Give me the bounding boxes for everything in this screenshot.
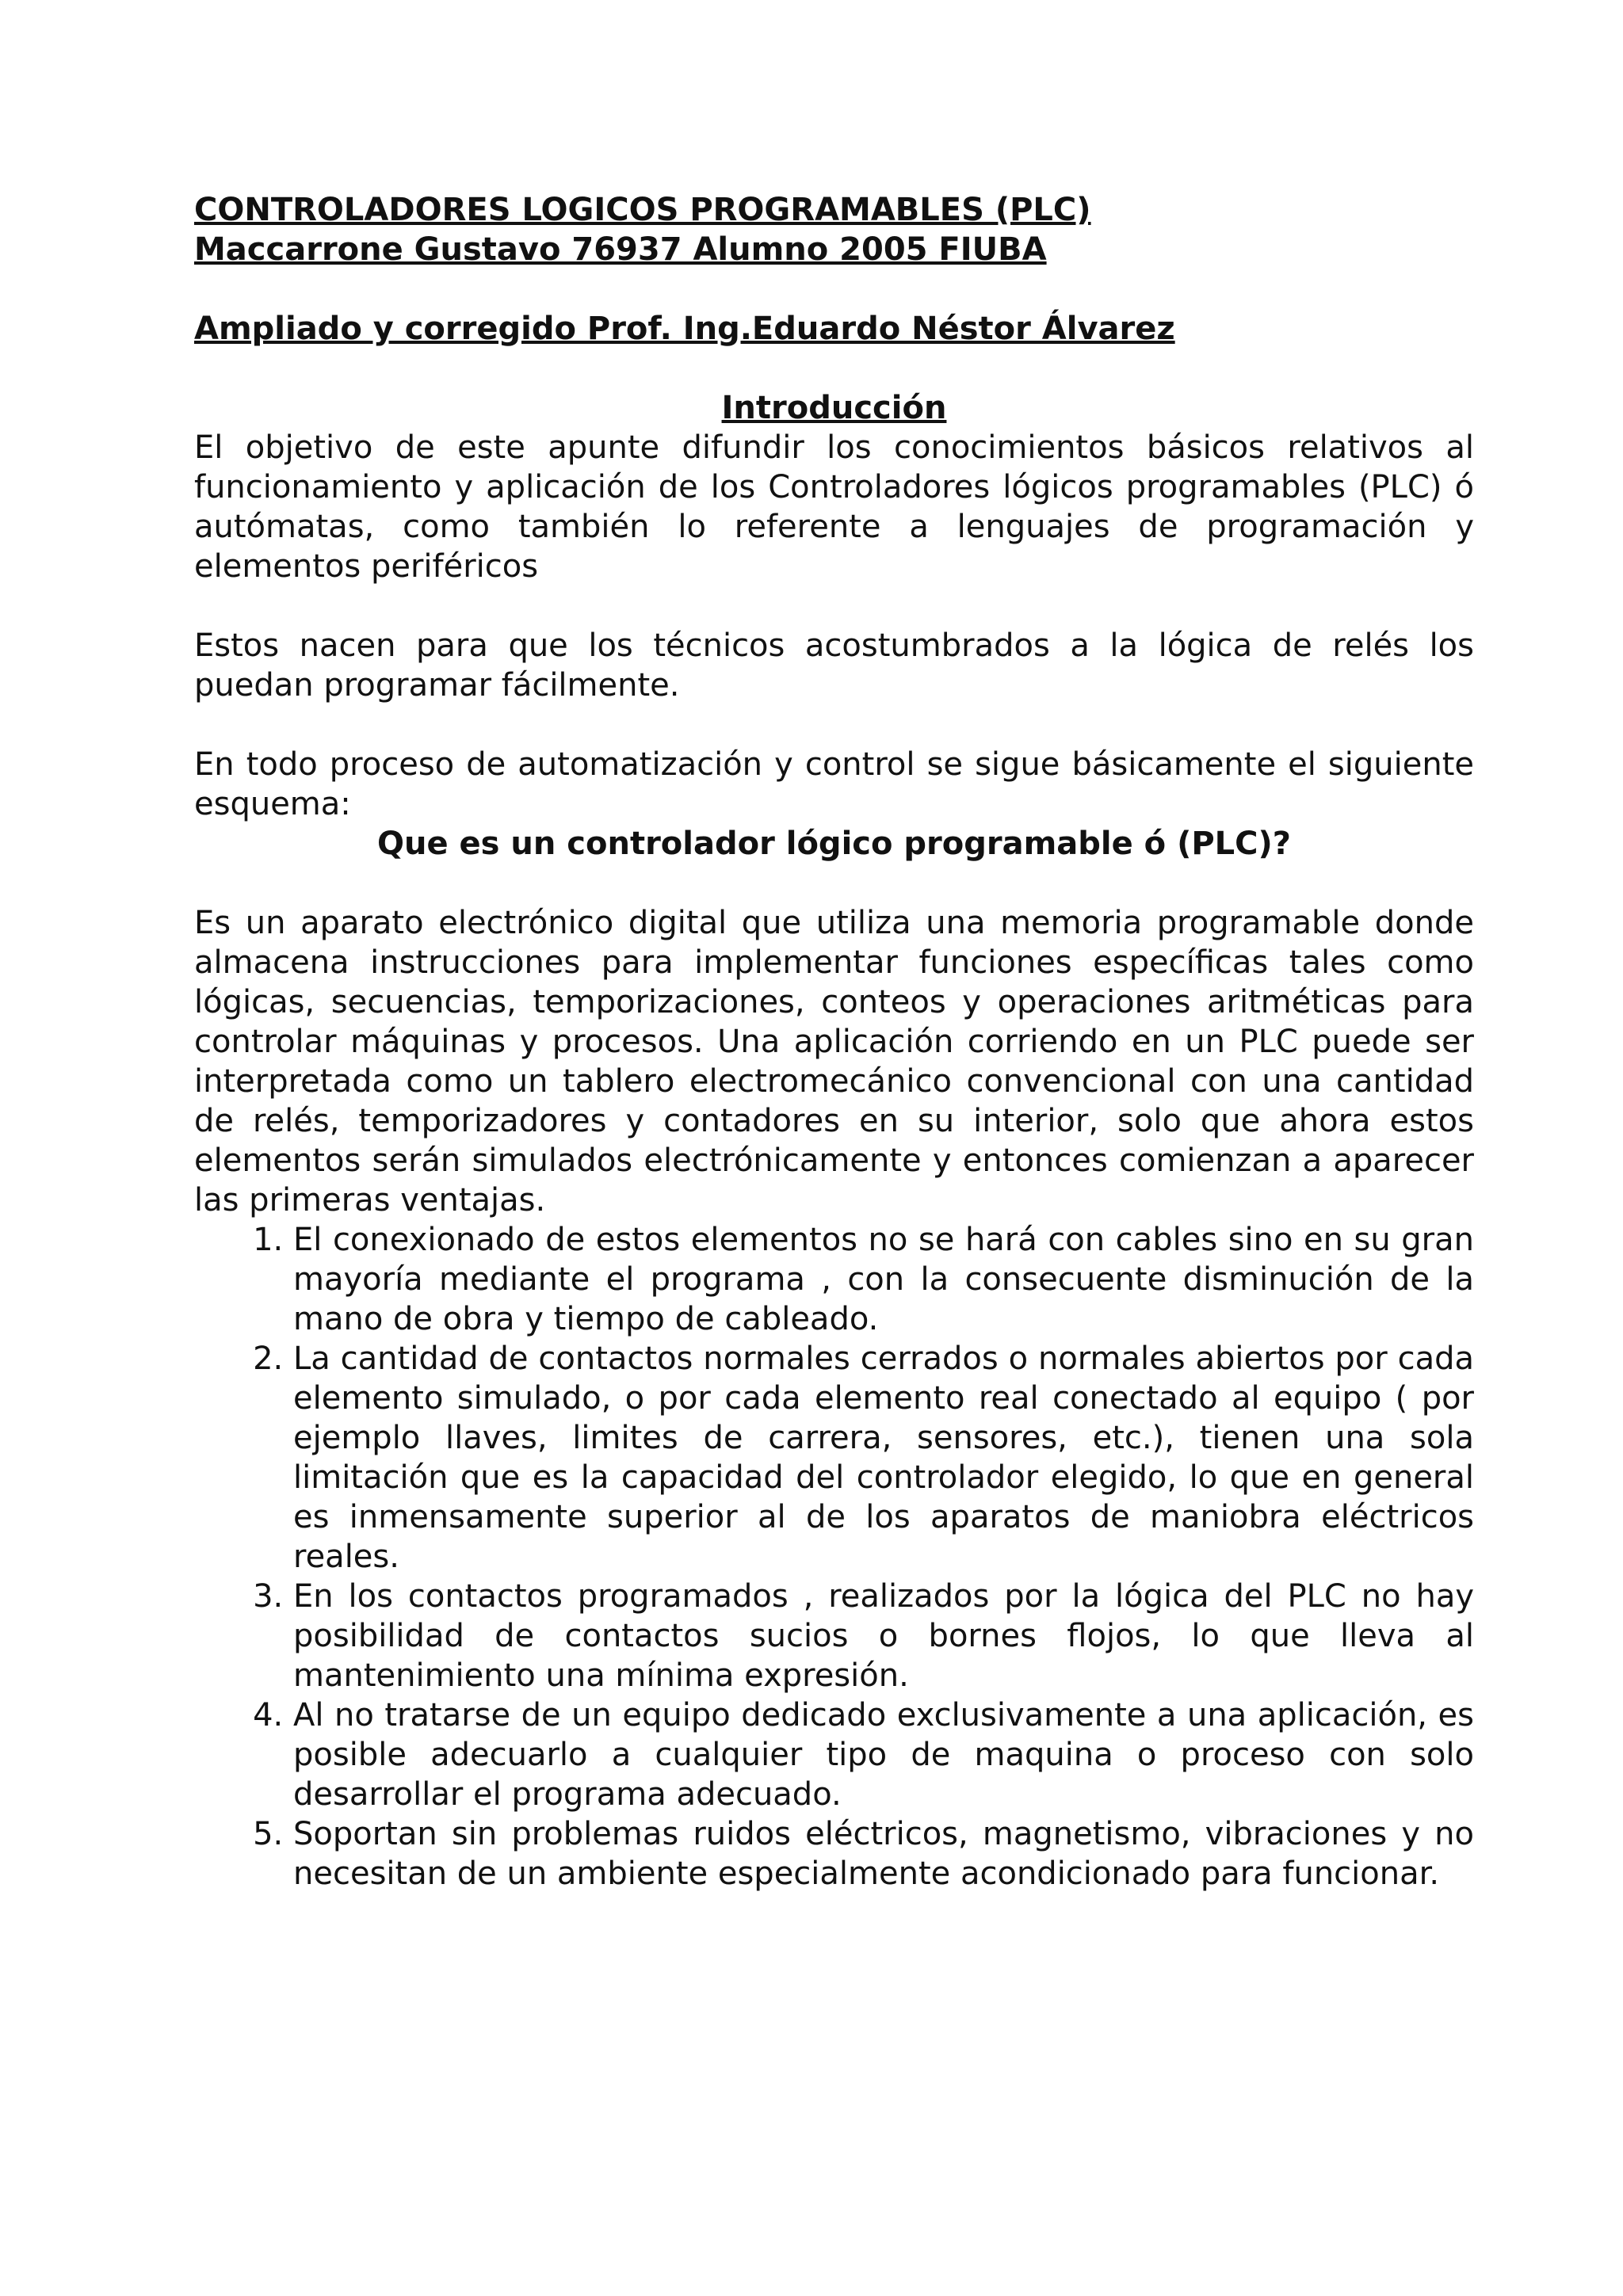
list-item: 3. En los contactos programados , realizados por la lógica del PLC no hay posibilidad de contactos sucios o bornes flojos, lo que lleva al mantenimiento una mínima expresión. <box>293 1577 1474 1695</box>
list-item: 1. El conexionado de estos elementos no se hará con cables sino en su gran mayoría mediante el programa , con la consecuente disminución de la mano de obra y tiempo de cableado. <box>293 1220 1474 1339</box>
intro-paragraph-3: En todo proceso de automatización y control se sigue básicamente el siguiente esquema: <box>194 746 1474 822</box>
list-item: 5. Soportan sin problemas ruidos eléctricos, magnetismo, vibraciones y no necesitan de un ambiente especialmente acondicionado para funcionar. <box>293 1814 1474 1894</box>
intro-paragraph-2: Estos nacen para que los técnicos acostumbrados a la lógica de relés los puedan programar fácilmente. <box>194 627 1474 704</box>
spacer <box>194 864 1474 903</box>
spacer <box>194 269 1474 309</box>
intro-paragraph-1: El objetivo de este apunte difundir los conocimientos básicos relativos al funcionamiento y aplicación de los Controladores lógicos programables (PLC) ó autómatas, como también lo referente a lenguajes de programación y elementos periféricos <box>194 429 1474 585</box>
document-title: CONTROLADORES LOGICOS PROGRAMABLES (PLC) <box>194 192 1091 228</box>
advantages-list <box>194 1220 1474 1894</box>
section-paragraph: Es un aparato electrónico digital que utiliza una memoria programable donde almacena instrucciones para implementar funciones específicas tales como lógicas, secuencias, temporizaciones, conteos y operaciones aritméticas para controlar máquinas y procesos. Una aplicación corriendo en un PLC puede ser interpretada como un tablero electromecánico convencional con una cantidad de relés, temporizadores y contadores en su interior, solo que ahora estos elementos serán simulados electrónicamente y entonces comienzan a aparecer las primeras ventajas. <box>194 905 1474 1219</box>
intro-heading: Introducción <box>721 390 947 426</box>
document-page <box>194 190 1474 1894</box>
list-item: 2. La cantidad de contactos normales cerrados o normales abiertos por cada elemento simulado, o por cada elemento real conectado al equipo ( por ejemplo llaves, limites de carrera, sensores, etc.), tienen una sola limitación que es la capacidad del controlador elegido, lo que en general es inmensamente superior al de los aparatos de maniobra eléctricos reales. <box>293 1339 1474 1577</box>
spacer <box>194 705 1474 745</box>
section-heading: Que es un controlador lógico programable ó (PLC)? <box>377 826 1291 862</box>
list-item: 4. Al no tratarse de un equipo dedicado exclusivamente a una aplicación, es posible adecuarlo a cualquier tipo de maquina o proceso con solo desarrollar el programa adecuado. <box>293 1695 1474 1814</box>
revision-line: Ampliado y corregido Prof. Ing.Eduardo Néstor Álvarez <box>194 311 1175 347</box>
author-line: Maccarrone Gustavo 76937 Alumno 2005 FIUBA <box>194 231 1047 268</box>
spacer <box>194 586 1474 626</box>
spacer <box>194 349 1474 388</box>
